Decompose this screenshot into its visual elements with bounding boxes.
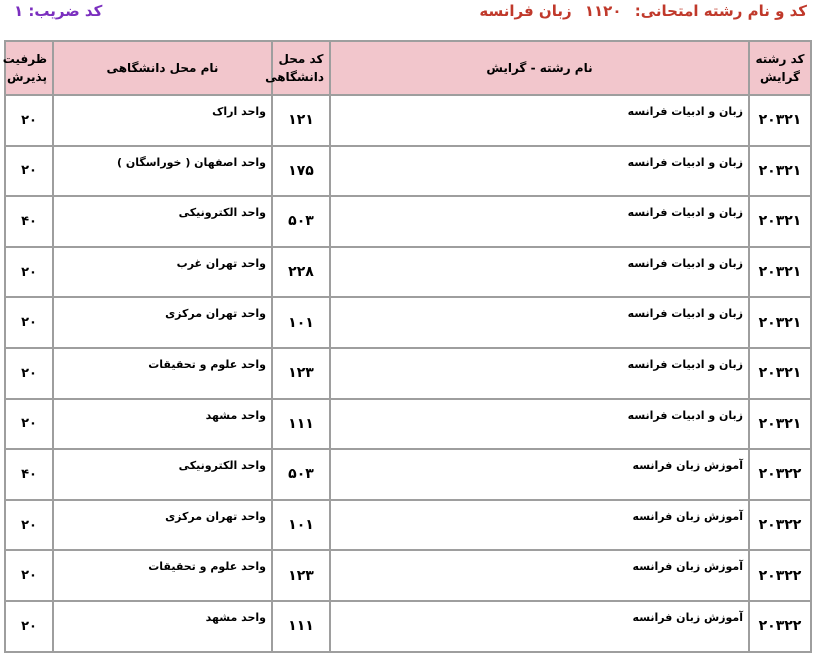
exam-title: [479, 2, 807, 20]
major-code-cell: ۲۰۳۲۱: [749, 348, 811, 399]
table-row: [5, 399, 811, 450]
col-header-uni-code: کد محل دانشگاهی: [272, 41, 330, 95]
university-code-cell: ۱۲۳: [272, 550, 330, 601]
coefficient-code: کد ضریب: ۱: [14, 2, 103, 20]
capacity-cell: ۲۰: [5, 146, 53, 197]
capacity-cell: ۲۰: [5, 601, 53, 652]
major-code-cell: ۲۰۳۲۲: [749, 500, 811, 551]
major-code-cell: ۲۰۳۲۱: [749, 196, 811, 247]
capacity-cell: ۲۰: [5, 95, 53, 146]
exam-code: ۱۱۲۰: [584, 2, 622, 20]
capacity-cell: ۲۰: [5, 348, 53, 399]
table-row: [5, 601, 811, 652]
university-name-cell: واحد مشهد: [53, 399, 272, 450]
table-row: [5, 348, 811, 399]
major-name-cell: زبان و ادبیات فرانسه: [330, 297, 749, 348]
major-name-cell: آموزش زبان فرانسه: [330, 550, 749, 601]
major-code-cell: ۲۰۳۲۱: [749, 95, 811, 146]
table-row: [5, 146, 811, 197]
university-code-cell: ۱۷۵: [272, 146, 330, 197]
table-row: [5, 500, 811, 551]
capacity-cell: ۲۰: [5, 247, 53, 298]
university-name-cell: واحد الکترونیکی: [53, 196, 272, 247]
university-name-cell: واحد الکترونیکی: [53, 449, 272, 500]
major-code-cell: ۲۰۳۲۱: [749, 146, 811, 197]
table-row: [5, 297, 811, 348]
capacity-cell: ۴۰: [5, 196, 53, 247]
university-code-cell: ۱۰۱: [272, 297, 330, 348]
table-header-row: [5, 41, 811, 95]
university-name-cell: واحد تهران مرکزی: [53, 297, 272, 348]
university-code-cell: ۱۰۱: [272, 500, 330, 551]
university-name-cell: واحد اصفهان ( خوراسگان ): [53, 146, 272, 197]
table-row: [5, 247, 811, 298]
university-name-cell: واحد تهران غرب: [53, 247, 272, 298]
university-code-cell: ۱۱۱: [272, 601, 330, 652]
major-code-cell: ۲۰۳۲۱: [749, 247, 811, 298]
table-row: [5, 449, 811, 500]
university-code-cell: ۵۰۳: [272, 449, 330, 500]
col-header-major-code: کد رشته گرایش: [749, 41, 811, 95]
major-code-cell: ۲۰۳۲۱: [749, 297, 811, 348]
university-code-cell: ۱۲۱: [272, 95, 330, 146]
major-code-cell: ۲۰۳۲۲: [749, 550, 811, 601]
major-name-cell: آموزش زبان فرانسه: [330, 601, 749, 652]
university-code-cell: ۵۰۳: [272, 196, 330, 247]
major-code-cell: ۲۰۳۲۲: [749, 449, 811, 500]
university-name-cell: واحد علوم و تحقیقات: [53, 348, 272, 399]
capacity-cell: ۲۰: [5, 297, 53, 348]
capacity-cell: ۲۰: [5, 399, 53, 450]
major-name-cell: زبان و ادبیات فرانسه: [330, 95, 749, 146]
table-body: [5, 95, 811, 652]
capacity-cell: ۲۰: [5, 500, 53, 551]
exam-name: زبان فرانسه: [479, 2, 572, 20]
table-row: [5, 95, 811, 146]
major-name-cell: زبان و ادبیات فرانسه: [330, 146, 749, 197]
exam-title-label: کد و نام رشته امتحانی:: [634, 2, 807, 20]
major-name-cell: زبان و ادبیات فرانسه: [330, 247, 749, 298]
table-row: [5, 196, 811, 247]
university-code-cell: ۲۲۸: [272, 247, 330, 298]
university-name-cell: واحد اراک: [53, 95, 272, 146]
table-row: [5, 550, 811, 601]
col-header-major-name: نام رشته - گرایش: [330, 41, 749, 95]
capacity-cell: ۴۰: [5, 449, 53, 500]
major-name-cell: آموزش زبان فرانسه: [330, 449, 749, 500]
majors-table: [4, 40, 812, 653]
university-name-cell: واحد مشهد: [53, 601, 272, 652]
university-code-cell: ۱۲۳: [272, 348, 330, 399]
university-name-cell: واحد علوم و تحقیقات: [53, 550, 272, 601]
major-name-cell: زبان و ادبیات فرانسه: [330, 348, 749, 399]
major-code-cell: ۲۰۳۲۱: [749, 399, 811, 450]
major-name-cell: زبان و ادبیات فرانسه: [330, 399, 749, 450]
university-name-cell: واحد تهران مرکزی: [53, 500, 272, 551]
university-code-cell: ۱۱۱: [272, 399, 330, 450]
major-name-cell: زبان و ادبیات فرانسه: [330, 196, 749, 247]
capacity-cell: ۲۰: [5, 550, 53, 601]
col-header-uni-name: نام محل دانشگاهی: [53, 41, 272, 95]
major-code-cell: ۲۰۳۲۲: [749, 601, 811, 652]
col-header-capacity: ظرفیت پذیرش: [5, 41, 53, 95]
major-name-cell: آموزش زبان فرانسه: [330, 500, 749, 551]
page-header: [0, 0, 815, 32]
